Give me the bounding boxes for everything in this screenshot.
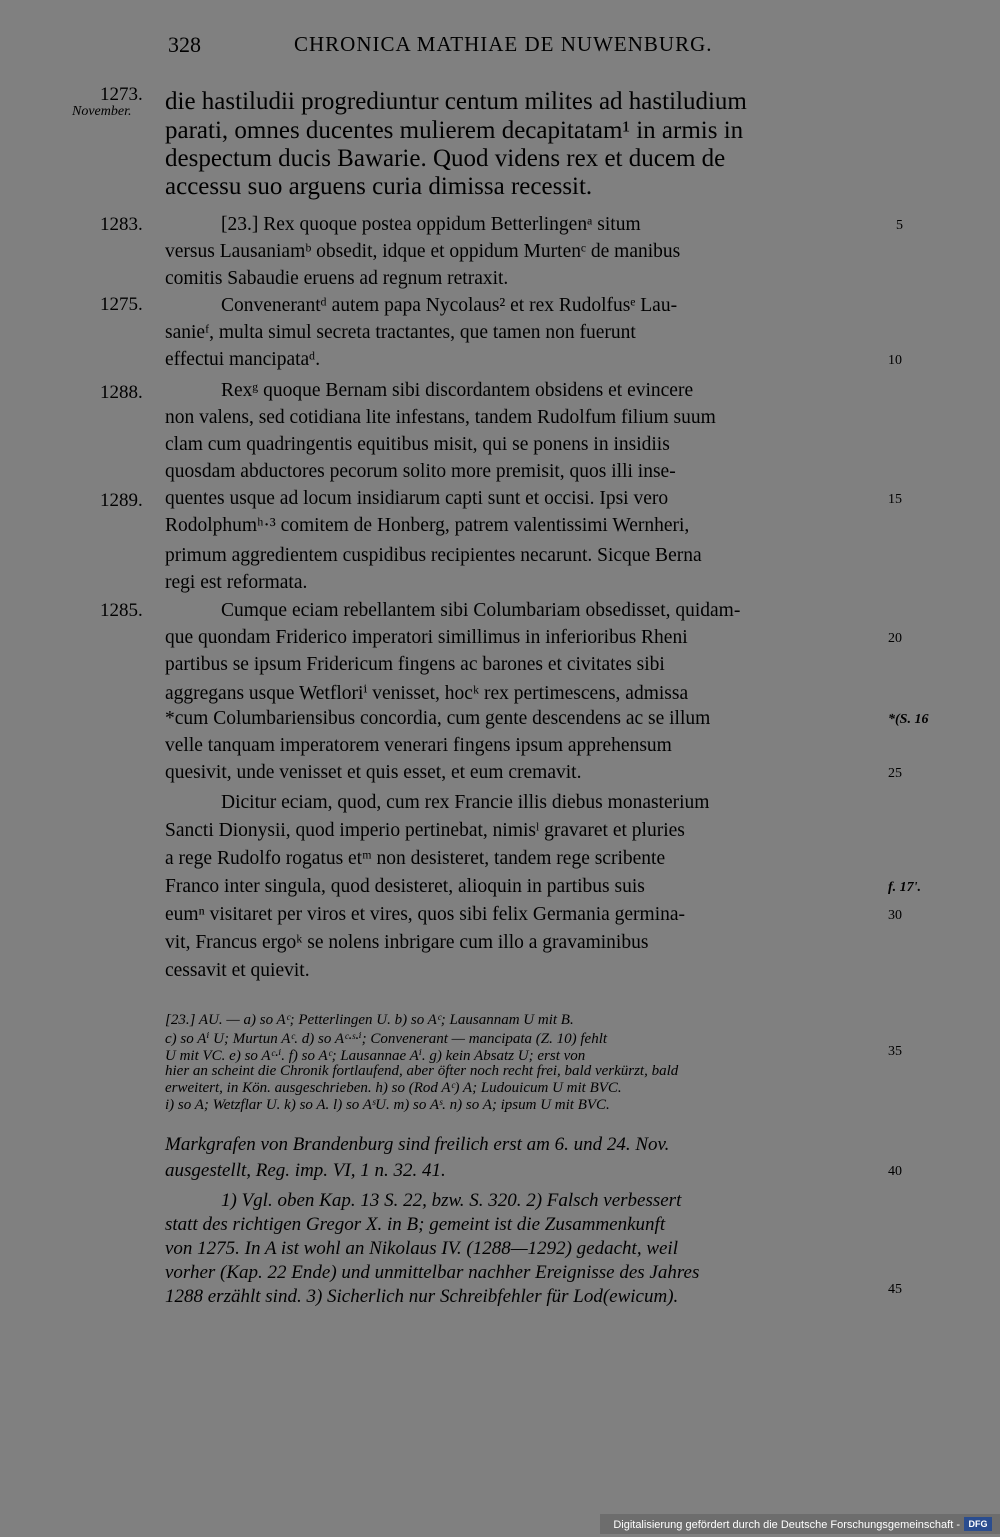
page-number: 328 — [168, 32, 201, 57]
text-line: regi est reformata. — [165, 572, 308, 593]
text-line: Rexᵍ quoque Bernam sibi discordantem obsidens et evincere — [221, 380, 694, 401]
text-line: quesivit, unde venisset et quis esset, et eum cremavit. — [165, 762, 582, 783]
text-line: comitis Sabaudie eruens ad regnum retraxit. — [165, 268, 509, 289]
margin-year: 1285. — [100, 600, 143, 621]
text-line: Dicitur eciam, quod, cum rex Francie illis diebus monasterium — [221, 792, 710, 813]
note-line: vorher (Kap. 22 Ende) und unmittelbar nachher Ereignisse des Jahres — [165, 1262, 700, 1283]
apparatus-line: i) so A; Wetzflar U. k) so A. l) so AˢU. m) so Aˢ. n) so A; ipsum U mit BVC. — [165, 1097, 610, 1113]
text-line: cessavit et quievit. — [165, 960, 310, 981]
apparatus-line: hier an scheint die Chronik fortlaufend, aber öfter noch recht frei, bald verkürzt, bald — [165, 1063, 679, 1079]
text-line: [23.] Rex quoque postea oppidum Betterlingenᵃ situm — [221, 214, 641, 235]
text-line: Rodolphumʰ·³ comitem de Honberg, patrem valentissimi Wernheri, — [165, 515, 690, 536]
text-line: Convenerantᵈ autem papa Nycolaus² et rex Rudolfusᵉ Lau- — [221, 295, 678, 316]
text-line: velle tanquam imperatorem venerari fingens ipsum apprehensum — [165, 735, 672, 756]
running-title: CHRONICA MATHIAE DE NUWENBURG. — [294, 32, 713, 56]
text-line: que quondam Friderico imperatori simillimus in inferioribus Rheni — [165, 627, 688, 648]
line-number: 10 — [888, 353, 902, 368]
text-line: versus Lausaniamᵇ obsedit, idque et oppidum Murtenᶜ de manibus — [165, 241, 681, 262]
margin-year: 1275. — [100, 294, 143, 315]
text-line: clam cum quadringentis equitibus misit, qui se ponens in insidiis — [165, 434, 670, 455]
margin-year: 1288. — [100, 382, 143, 403]
text-line: partibus se ipsum Fridericum fingens ac barones et civitates sibi — [165, 654, 665, 675]
margin-year: 1273. — [100, 84, 143, 105]
apparatus-line: c) so Aⁱ U; Murtun Aᶜ. d) so Aᶜ·ˢ·ⁱ; Convenerant — mancipata (Z. 10) fehlt — [165, 1031, 608, 1047]
dfg-logo-icon: DFG — [964, 1517, 992, 1531]
text-line: sanieᶠ, multa simul secreta tractantes, que tamen non fuerunt — [165, 322, 636, 343]
note-line: 1288 erzählt sind. 3) Sicherlich nur Schreibfehler für Lod(ewicum). — [165, 1286, 679, 1307]
text-line: Franco inter singula, quod desisteret, alioquin in partibus suis — [165, 876, 645, 897]
margin-year: 1289. — [100, 490, 143, 511]
text-line: Cumque eciam rebellantem sibi Columbariam obsedisset, quidam- — [221, 600, 741, 621]
text-line: parati, omnes ducentes mulierem decapitatam¹ in armis in — [165, 117, 744, 144]
line-number: 20 — [888, 631, 902, 646]
text-line: quentes usque ad locum insidiarum capti sunt et occisi. Ipsi vero — [165, 488, 669, 509]
text-line: despectum ducis Bawarie. Quod videns rex et ducem de — [165, 145, 726, 172]
line-number: 5 — [896, 218, 903, 233]
text-line: non valens, sed cotidiana lite infestans, tandem Rudolfum filium suum — [165, 407, 716, 428]
line-number: 35 — [888, 1044, 902, 1059]
apparatus-line: U mit VC. e) so Aᶜ·ⁱ. f) so Aᶜ; Lausannae Aⁱ. g) kein Absatz U; erst von — [165, 1048, 586, 1064]
note-line: Markgrafen von Brandenburg sind freilich erst am 6. und 24. Nov. — [165, 1134, 670, 1155]
margin-month: November. — [72, 104, 132, 119]
text-line: effectui mancipataᵈ. — [165, 349, 321, 370]
text-line: aggregans usque Wetfloriⁱ venisset, hocᵏ rex pertimescens, admissa — [165, 683, 689, 704]
text-line: eumⁿ visitaret per viros et vires, quos sibi felix Germania germina- — [165, 904, 686, 925]
note-line: 1) Vgl. oben Kap. 13 S. 22, bzw. S. 320. 2) Falsch verbessert — [221, 1190, 682, 1211]
text-line: accessu suo arguens curia dimissa recessit. — [165, 173, 593, 200]
line-number: f. 17'. — [888, 880, 922, 895]
text-line: primum aggredientem cuspidibus recipientes necarunt. Sicque Berna — [165, 545, 702, 566]
apparatus-line: [23.] AU. — a) so Aᶜ; Petterlingen U. b) so Aᶜ; Lausannam U mit B. — [165, 1012, 574, 1028]
line-number: *(S. 16 — [888, 712, 929, 727]
text-line: Sancti Dionysii, quod imperio pertinebat, nimisˡ gravaret et pluries — [165, 820, 685, 841]
funding-credit: Digitalisierung gefördert durch die Deutsche Forschungsgemeinschaft - — [613, 1519, 960, 1531]
line-number: 45 — [888, 1282, 902, 1297]
text-line: a rege Rudolfo rogatus etᵐ non desisteret, tandem rege scribente — [165, 848, 666, 869]
line-number: 25 — [888, 766, 902, 781]
text-line: die hastiludii progrediuntur centum milites ad hastiludium — [165, 88, 747, 115]
line-number: 30 — [888, 908, 902, 923]
text-line: quosdam abductores pecorum solito more premisit, quos illi inse- — [165, 461, 676, 482]
line-number: 40 — [888, 1164, 902, 1179]
page-header — [168, 32, 888, 62]
note-line: ausgestellt, Reg. imp. VI, 1 n. 32. 41. — [165, 1160, 446, 1181]
apparatus-line: erweitert, in Kön. ausgeschrieben. h) so (Rod Aᶜ) A; Ludouicum U mit BVC. — [165, 1080, 622, 1096]
line-number: 15 — [888, 492, 902, 507]
note-line: statt des richtigen Gregor X. in B; gemeint ist die Zusammenkunft — [165, 1214, 666, 1235]
note-line: von 1275. In A ist wohl an Nikolaus IV. (1288—1292) gedacht, weil — [165, 1238, 678, 1259]
margin-year: 1283. — [100, 214, 143, 235]
text-line: *cum Columbariensibus concordia, cum gente descendens ac se illum — [165, 708, 711, 729]
text-line: vit, Francus ergoᵏ se nolens inbrigare cum illo a gravaminibus — [165, 932, 649, 953]
